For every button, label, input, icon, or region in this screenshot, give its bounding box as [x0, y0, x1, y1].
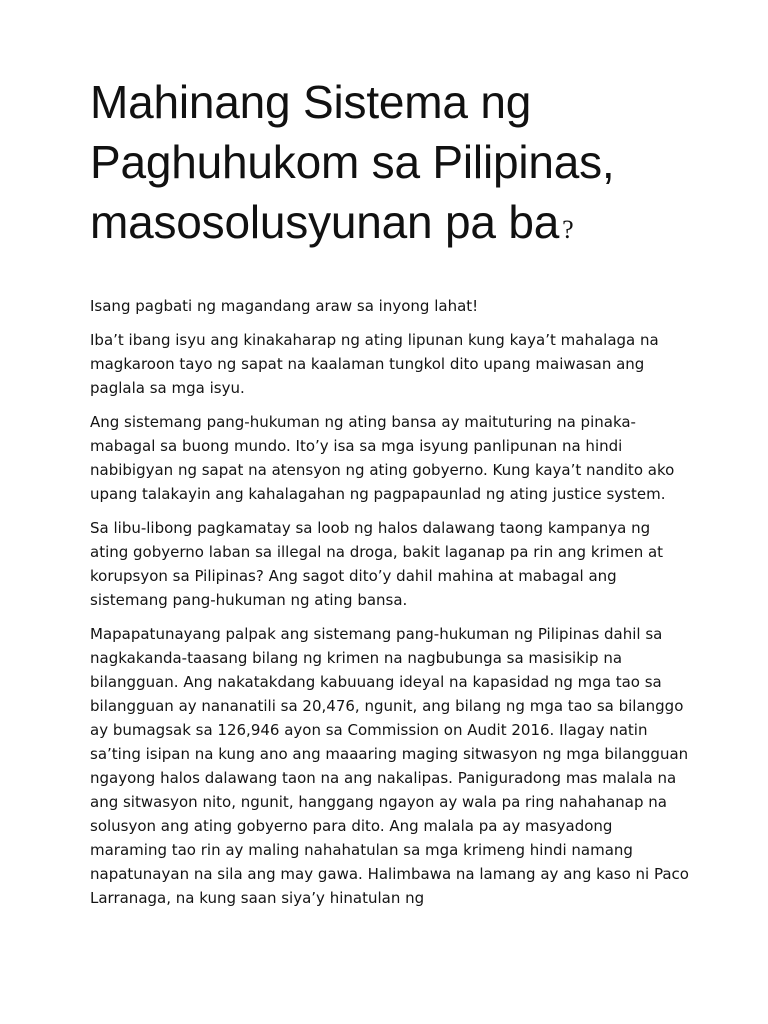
title-text: Mahinang Sistema ng Paghuhukom sa Pilipinas, masosolusyunan pa ba	[90, 76, 615, 248]
document-page	[90, 72, 690, 920]
document-title	[90, 72, 690, 260]
paragraph-prisons: Mapapatunayang palpak ang sistemang pang-hukuman ng Pilipinas dahil sa nagkakanda-taasang bilang ng krimen na nagbubunga sa masisikip na bilangguan. Ang nakatakdang kabuuang ideyal na kapasidad ng mga tao sa bilangguan ay nananatili sa 20,476, ngunit, ang bilang ng mga tao sa bilanggo ay bumagsak sa 126,946 ayon sa Commission on Audit 2016. Ilagay natin sa’ting isipan na kung ano ang maaaring maging sitwasyon ng mga bilangguan ngayong halos dalawang taon na ang nakalipas. Paniguradong mas malala na ang sitwasyon nito, ngunit, hanggang ngayon ay wala pa ring nahahanap na solusyon ang ating gobyerno para dito. Ang malala pa ay masyadong maraming tao rin ay maling nahahatulan sa mga krimeng hindi namang napatunayan na sila ang may gawa. Halimbawa na lamang ay ang kaso ni Paco Larranaga, na kung saan siya’y hinatulan ng	[90, 625, 689, 907]
document-body	[90, 294, 690, 910]
paragraph-intro: Iba’t ibang isyu ang kinakaharap ng ating lipunan kung kaya’t mahalaga na magkaroon tayo ng sapat na kaalaman tungkol dito upang maiwasan ang paglala sa mga isyu.	[90, 331, 659, 397]
paragraph-justice-system: Ang sistemang pang-hukuman ng ating bansa ay maituturing na pinaka-mabagal sa buong mundo. Ito’y isa sa mga isyung panlipunan na hindi nabibigyan ng sapat na atensyon ng ating gobyerno. Kung kaya’t nandito ako upang talakayin ang kahalagahan ng pagpapaunlad ng ating justice system.	[90, 413, 675, 503]
paragraph-greeting: Isang pagbati ng magandang araw sa inyong lahat!	[90, 297, 479, 315]
paragraph-drug-campaign: Sa libu-libong pagkamatay sa loob ng halos dalawang taong kampanya ng ating gobyerno laban sa illegal na droga, bakit laganap pa rin ang krimen at korupsyon sa Pilipinas? Ang sagot dito’y dahil mahina at mabagal ang sistemang pang-hukuman ng ating bansa.	[90, 519, 664, 609]
title-question-mark: ?	[562, 215, 574, 244]
